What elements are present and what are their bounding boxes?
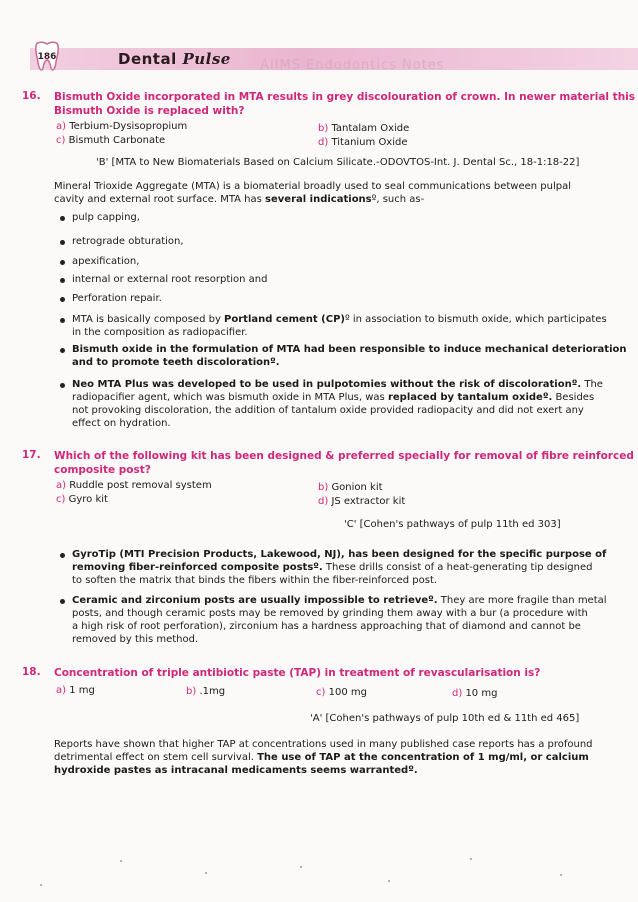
bullet-item-cont: posts, and though ceramic posts may be removed by grinding them away with a bur (a procedure with [72,608,588,619]
explanation-line: Mineral Trioxide Aggregate (MTA) is a biomaterial broadly used to seal communications between pulpal [54,181,571,192]
option-d: d) Titanium Oxide [318,137,408,148]
answer-line: 'B' [MTA to New Biomaterials Based on Calcium Silicate.-ODOVTOS-Int. J. Dental Sc., 18-1:18-22] [96,157,580,168]
bullet-dot [60,260,65,265]
scan-speck [388,880,390,882]
header-watermark: AIIMS Endodontics Notes [260,58,445,73]
scan-speck [40,884,42,886]
explanation-line: Reports have shown that higher TAP at concentrations used in many published case reports has a profound [54,739,593,750]
bullet-dot [60,599,65,604]
answer-line: 'C' [Cohen's pathways of pulp 11th ed 303] [344,519,561,530]
bullet-item: retrograde obturation, [72,236,184,247]
explanation-line: hydroxide pastes as intracanal medicaments seems warrantedº. [54,765,418,776]
book-title: Dental Pulse [118,50,231,68]
option-b: b) .1mg [186,686,226,697]
bullet-item: Perforation repair. [72,293,162,304]
explanation-line: detrimental effect on stem cell survival. The use of TAP at the concentration of 1 mg/ml, or calcium [54,752,589,763]
question-text-line: composite post? [54,464,151,476]
bullet-dot [60,318,65,323]
option-b: b) Tantalam Oxide [318,123,410,134]
bullet-item: apexification, [72,256,140,267]
bullet-dot [60,348,65,353]
option-a: a) 1 mg [56,685,95,696]
option-a: a) Ruddle post removal system [56,480,212,491]
bullet-dot [60,297,65,302]
bullet-item-cont: to soften the matrix that binds the fibers within the fiber-reinforced post. [72,575,438,586]
scan-speck [205,872,207,874]
question-number: 16. [22,90,41,102]
option-c: c) 100 mg [316,687,367,698]
question-text-line: Concentration of triple antibiotic paste (TAP) in treatment of revascularisation is? [54,667,541,679]
bullet-item: pulp capping, [72,212,140,223]
question-text-line: Which of the following kit has been designed & preferred specially for removal of fibre reinforced [54,450,634,462]
option-d: d) 10 mg [452,688,498,699]
option-c: c) Bismuth Carbonate [56,135,166,146]
bullet-dot [60,216,65,221]
option-d: d) JS extractor kit [318,496,406,507]
bullet-dot [60,383,65,388]
question-text-line: Bismuth Oxide incorporated in MTA results in grey discolouration of crown. In newer material this [54,91,636,103]
bullet-item-cont: radiopacifier agent, which was bismuth oxide in MTA Plus, was replaced by tantalum oxideº. Besides [72,392,595,403]
bullet-item-cont: effect on hydration. [72,418,171,429]
answer-line: 'A' [Cohen's pathways of pulp 10th ed & 11th ed 465] [310,713,580,724]
scan-speck [470,858,472,860]
bullet-item-cont: a high risk of root perforation), zirconium has a hardness approaching that of diamond and cannot be [72,621,581,632]
explanation-line: cavity and external root surface. MTA has several indicationsº, such as- [54,194,425,205]
bullet-item-cont: in the composition as radiopacifier. [72,327,248,338]
question-text-line: Bismuth Oxide is replaced with? [54,105,245,117]
bullet-item-cont: not provoking discoloration, the addition of tantalum oxide provided radiopacity and did not exert any [72,405,584,416]
bullet-item-cont: and to promote teeth discolorationº. [72,357,280,368]
bullet-dot [60,240,65,245]
scan-speck [560,874,562,876]
page-number: 186 [37,52,57,62]
option-b: b) Gonion kit [318,482,383,493]
option-a: a) Terbium-Dysisopropium [56,121,188,132]
bullet-dot [60,553,65,558]
bullet-item: MTA is basically composed by Portland cement (CP)º in association to bismuth oxide, which participates [72,314,607,325]
option-c: c) Gyro kit [56,494,108,505]
scan-speck [120,860,122,862]
bullet-item: GyroTip (MTI Precision Products, Lakewood, NJ), has been designed for the specific purpose of [72,549,607,560]
bullet-item: Bismuth oxide in the formulation of MTA had been responsible to induce mechanical deterioration [72,344,627,355]
bullet-item-cont: removing fiber-reinforced composite postsº. These drills consist of a heat-generating tip designed [72,562,593,573]
bullet-item: internal or external root resorption and [72,274,268,285]
scan-speck [300,866,302,868]
bullet-item: Ceramic and zirconium posts are usually impossible to retrieveº. They are more fragile than metal [72,595,607,606]
bullet-item: Neo MTA Plus was developed to be used in pulpotomies without the risk of discolorationº. The [72,379,603,390]
question-number: 17. [22,449,41,461]
question-number: 18. [22,666,41,678]
bullet-item-cont: removed by this method. [72,634,199,645]
bullet-dot [60,278,65,283]
